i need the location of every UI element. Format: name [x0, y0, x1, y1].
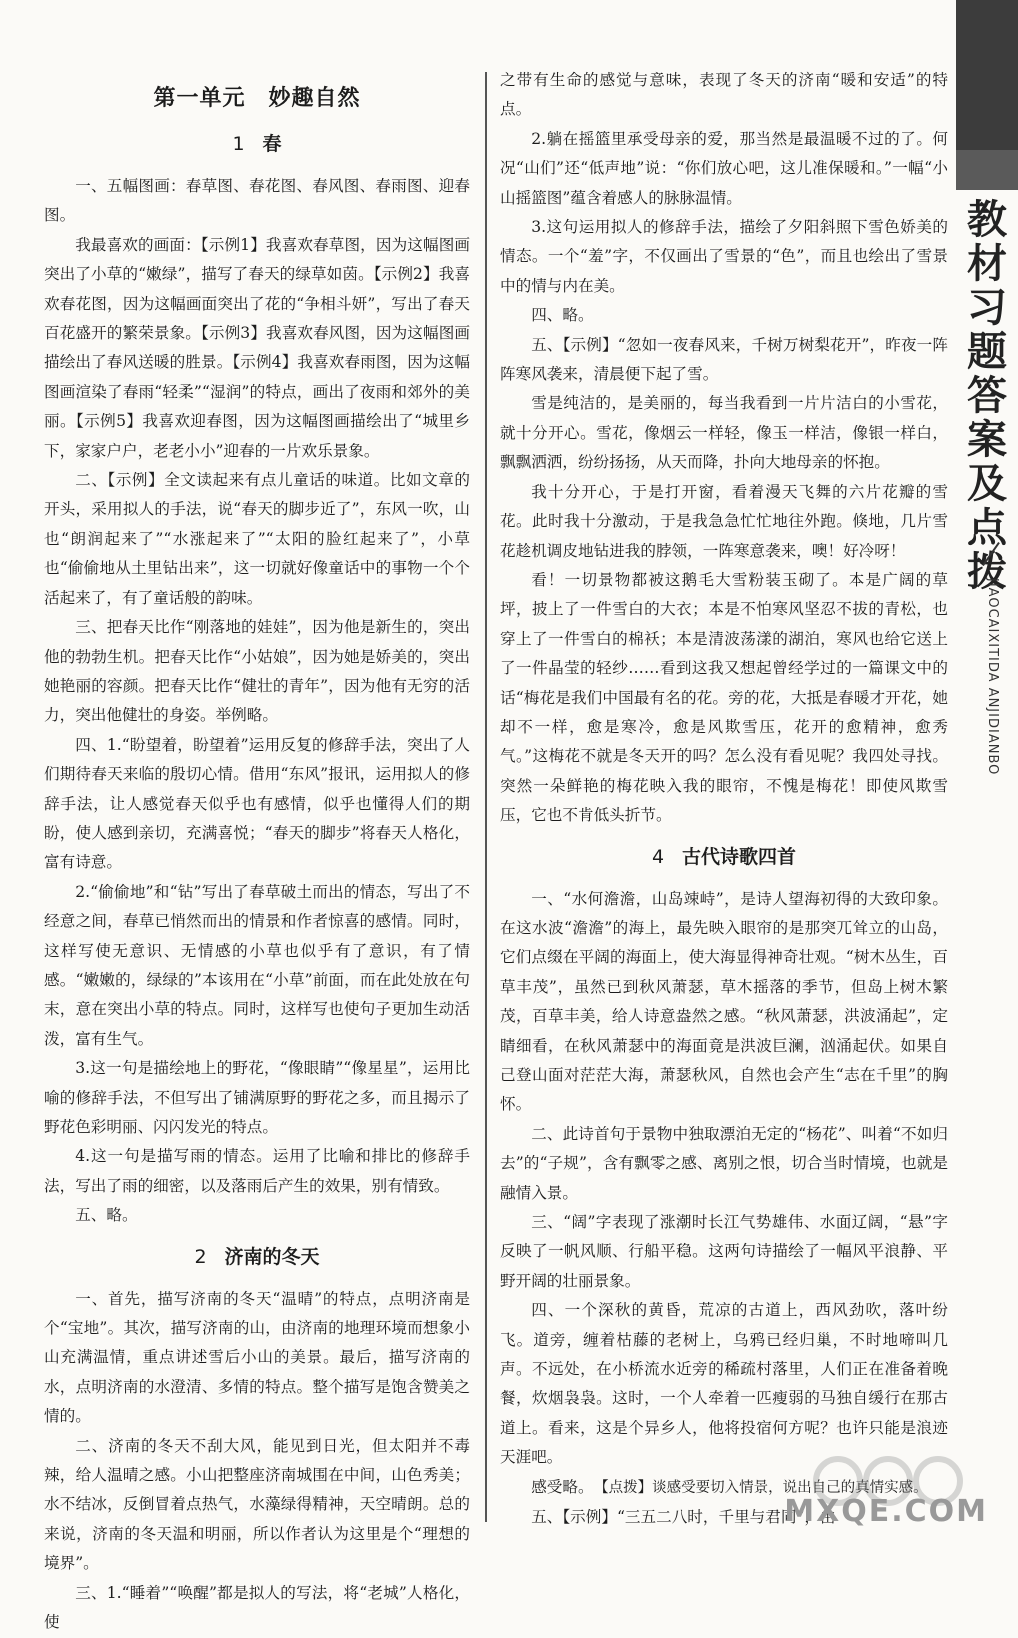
lesson-2-para: 我十分开心，于是打开窗，看着漫天飞舞的六片花瓣的雪花。此时我十分激动，于是我急急忙忙地往外跑。倏地，几片雪花趁机调皮地钻进我的脖领，一阵寒意袭来，噢！好冷呀！ — [500, 482, 948, 560]
lesson-2-para: 二、济南的冬天不刮大风，能见到日光，但太阳并不毒辣，给人温晴之感。小山把整座济南城围在中间，山色秀美；水不结冰，反倒冒着点热气，水藻绿得精神，天空晴朗。总的来说，济南的冬天温和明丽，所以作者认为这里是个“理想的境界”。 — [44, 1436, 470, 1573]
continued-para: 之带有生命的感觉与意味，表现了冬天的济南“暖和安适”的特点。 — [500, 71, 948, 119]
lesson-1-para: 四、1.“盼望着，盼望着”运用反复的修辞手法，突出了人们期待春天来临的殷切心情。借用“东风”报讯，运用拟人的修辞手法，让人感觉春天似乎也有感情，似乎也懂得人们的期盼，使人感到亲切，充满喜悦；“春天的脚步”将春天人格化，富有诗意。 — [44, 735, 470, 872]
lesson-2-para: 3.这句运用拟人的修辞手法，描绘了夕阳斜照下雪色娇美的情态。一个“羞”字，不仅画出了雪景的“色”，而且也绘出了雪景中的情与内在美。 — [500, 218, 948, 295]
lesson-2-title — [44, 1243, 470, 1271]
lesson-1-number: 1 — [232, 133, 245, 155]
lesson-1-para: 三、把春天比作“刚落地的娃娃”，因为他是新生的，突出他的勃勃生机。把春天比作“小姑娘”，因为她是娇美的，突出她艳丽的容颜。把春天比作“健壮的青年”，因为他有无穷的活力，突出他健壮的身姿。举例略。 — [44, 618, 470, 725]
lesson-1-para: 我最喜欢的画面：【示例1】我喜欢春草图，因为这幅图画突出了小草的“嫩绿”，描写了春天的绿草如茵。【示例2】我喜欢春花图，因为这幅画面突出了花的“争相斗妍”，写出了春天百花盛开的繁荣景象。【示例3】我喜欢春风图，因为这幅图画描绘出了春风送暖的胜景。【示例4】我喜欢春雨图，因为这幅图画渲染了春雨“轻柔”“湿润”的特点，画出了夜雨和郊外的美丽。【示例5】我喜欢迎春图，因为这幅图画描绘出了“城里乡下，家家户户，老老小小”迎春的一片欢乐景象。 — [44, 235, 470, 460]
lesson-2-para: 四、略。 — [531, 306, 594, 325]
lesson-1-para: 3.这一句是描绘地上的野花，“像眼睛”“像星星”，运用比喻的修辞手法，不但写出了铺满原野的野花之多，而且揭示了野花色彩明丽、闪闪发光的特点。 — [44, 1059, 470, 1136]
lesson-4-number: 4 — [651, 845, 665, 868]
lesson-1-title — [44, 130, 470, 158]
lesson-2-para: 雪是纯洁的，是美丽的，每当我看到一片片洁白的小雪花，就十分开心。雪花，像烟云一样轻，像玉一样洁，像银一样白，飘飘洒洒，纷纷扬扬，从天而降，扑向大地母亲的怀抱。 — [500, 394, 948, 472]
lesson-2-name: 济南的冬天 — [224, 1245, 320, 1268]
lesson-2-para: 一、首先，描写济南的冬天“温晴”的特点，点明济南是个“宝地”。其次，描写济南的山，由济南的地理环境而想象小山充满温情，重点讲述雪后小山的美景。最后，描写济南的水，点明济南的水澄清、多情的特点。整个描写是饱含赞美之情的。 — [44, 1289, 470, 1426]
lesson-4-para: 三、“阔”字表现了涨潮时长江气势雄伟、水面辽阔，“悬”字反映了一帆风顺、行船平稳。这两句诗描绘了一幅风平浪静、平野开阔的壮丽景象。 — [500, 1213, 948, 1290]
lesson-4-para: 一、“水何澹澹，山岛竦峙”，是诗人望海初得的大致印象。在这水波“澹澹”的海上，最先映入眼帘的是那突兀耸立的山岛，它们点缀在平阔的海面上，使大海显得神奇壮观。“树木丛生，百草丰茂”，虽然已到秋风萧瑟，草木摇落的季节，但岛上树木繁茂，百草丰美，给人诗意盎然之感。“秋风萧瑟，洪波涌起”，定睛细看，在秋风萧瑟中的海面竟是洪波巨澜，汹涌起伏。如果自己登山面对茫茫大海，萧瑟秋风，自然也会产生“志在千里”的胸怀。 — [500, 889, 948, 1114]
lesson-1-name: 春 — [262, 133, 282, 155]
right-column — [500, 66, 948, 1533]
lesson-2-para: 五、【示例】“忽如一夜春风来，千树万树梨花开”，昨夜一阵阵寒风袭来，清晨便下起了雪。 — [500, 335, 948, 384]
column-divider — [485, 72, 487, 1522]
lesson-1-para: 4.这一句是描写雨的情态。运用了比喻和排比的修辞手法，写出了雨的细密，以及落雨后产生的效果，别有情致。 — [44, 1147, 470, 1195]
lesson-2-para: 看！一切景物都被这鹅毛大雪粉装玉砌了。本是广阔的草坪，披上了一件雪白的大衣；本是不怕寒风坚忍不拔的青松，也穿上了一件雪白的棉袄；本是清波荡漾的湖泊，寒风也给它送上了一件晶莹的轻纱……看到这我又想起曾经学过的一篇课文中的话“梅花是我们中国最有名的花。旁的花，大抵是春暖才开花，她却不一样，愈是寒冷，愈是风欺雪压，花开的愈精神，愈秀气。”这梅花不就是冬天开的吗？怎么没有看见呢？我四处寻找。突然一朵鲜艳的梅花映入我的眼帘，不愧是梅花！即使风欺雪压，它也不肯低头折节。 — [500, 570, 948, 825]
watermark-text: MXQE.COM — [784, 1494, 988, 1529]
left-column — [44, 70, 470, 1638]
lesson-2-para: 三、1.“睡着”“唤醒”都是拟人的写法，将“老城”人格化，使 — [44, 1583, 470, 1632]
feeling-hint: 【点拨】谈感受要切入情景，说出自己的真情实感。 — [601, 1479, 928, 1496]
lesson-4-name: 古代诗歌四首 — [682, 845, 797, 868]
lesson-1-para: 五、略。 — [75, 1206, 138, 1225]
lesson-4-title — [500, 843, 948, 871]
lesson-1-para: 2.“偷偷地”和“钻”写出了春草破土而出的情态，写出了不经意之间，春草已悄然而出的情景和作者惊喜的感情。同时，这样写使无意识、无情感的小草也似乎有了意识，有了情感。“嫩嫩的，绿绿的”本该用在“小草”前面，而在此处放在句末，意在突出小草的特点。同时，这样写也使句子更加生动活泼，富有生气。 — [44, 882, 470, 1048]
side-tab-pinyin: JIAOCAIXITIDA ANJIDIANBO — [985, 578, 1000, 776]
side-tab-title: 教材习题答案及点拨 — [967, 197, 1007, 595]
lesson-4-para: 五、【示例】“三五二八时，千里与君同”，由 — [531, 1508, 836, 1527]
lesson-2-number: 2 — [194, 1245, 207, 1268]
unit-title: 第一单元 妙趣自然 — [153, 86, 361, 111]
lesson-1-para: 二、【示例】全文读起来有点儿童话的味道。比如文章的开头，采用拟人的手法，说“春天的脚步近了”，东风一吹，山也“朗润起来了”“水涨起来了”“太阳的脸红起来了”，小草也“偷偷地从土里钻出来”，这一切就好像童话中的事物一个个活起来了，有了童话般的韵味。 — [44, 471, 470, 607]
feeling-lead: 感受略。 — [531, 1477, 586, 1496]
lesson-4-para: 二、此诗首句于景物中独取漂泊无定的“杨花”、叫着“不如归去”的“子规”，含有飘零之感、离别之恨，切合当时情境，也就是融情入景。 — [500, 1124, 948, 1202]
lesson-1-para: 一、五幅图画：春草图、春花图、春风图、春雨图、迎春图。 — [44, 177, 470, 225]
lesson-4-para: 四、一个深秋的黄昏，荒凉的古道上，西风劲吹，落叶纷飞。道旁，缠着枯藤的老树上，乌鸦已经归巢，不时地啼叫几声。不远处，在小桥流水近旁的稀疏村落里，人们正在准备着晚餐，炊烟袅袅。这时，一个人牵着一匹瘦弱的马独自缓行在那古道上。看来，这是个异乡人，他将投宿何方呢？也许只能是浪迹天涯吧。 — [500, 1301, 948, 1467]
lesson-2-para: 2.躺在摇篮里承受母亲的爱，那当然是最温暖不过的了。何况“山们”还“低声地”说：“你们放心吧，这儿准保暖和。”一幅“小山摇篮图”蕴含着感人的脉脉温情。 — [500, 129, 948, 207]
section-tab-bar — [956, 0, 1018, 190]
